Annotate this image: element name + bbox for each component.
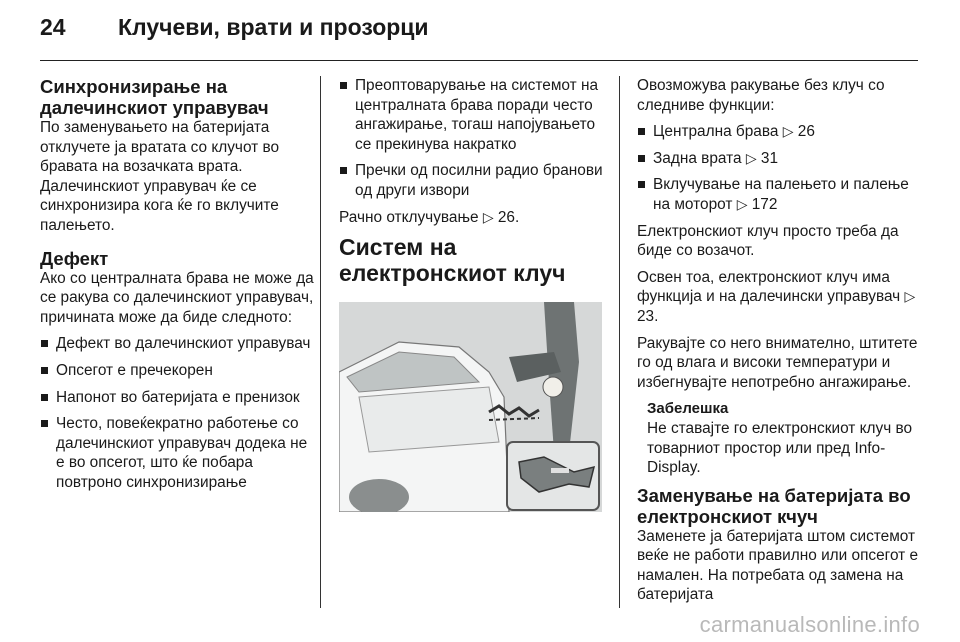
list-item: Преоптоварување на системот на централната брава поради често ангажирање, тогаш напојувањето се прекинува накратко: [339, 76, 607, 154]
function-list: [637, 122, 919, 214]
defect-list: [40, 334, 316, 492]
car-illustration-svg: [339, 302, 602, 512]
arrow-ref-icon: ▷: [736, 195, 748, 212]
column-divider-2: [619, 76, 620, 608]
watermark: carmanualsonline.info: [699, 612, 920, 637]
list-item: Често, повеќекратно работење со далечинскиот управувач додека не е во опсегот, што ќе побара повтроно синхронизирање: [40, 414, 316, 492]
arrow-ref-icon: ▷: [745, 149, 757, 166]
list-item: Вклучување на палењето и палење на моторот ▷ 172: [637, 175, 919, 214]
note-text: Не ставајте го електронскиот клуч во товарниот простор или пред Info-Display.: [647, 419, 913, 477]
page-header: [40, 14, 429, 44]
paragraph-intro: Овозможува ракување без клуч со следниве функции:: [637, 77, 885, 114]
paragraph-replace: Заменете ја батеријата штом системот веќе не работи правилно или опсегот е намален. На потребата од замена на батеријата: [637, 527, 919, 604]
paragraph-handling: Ракувајте со него внимателно, штитете го од влага и високи температури и избегнувајте непотребно ангажирање.: [637, 334, 918, 391]
list-item: Централна брава ▷ 26: [637, 122, 919, 142]
page-number: 24: [40, 14, 66, 40]
list-item: Напонот во батеријата е пренизок: [40, 388, 316, 408]
list-item: Опсегот е пречекорен: [40, 361, 316, 381]
arrow-ref-icon: ▷: [482, 208, 494, 225]
chapter-title: Клучеви, врати и прозорци: [118, 14, 429, 40]
paragraph-carry: Електронскиот клуч просто треба да биде со возачот.: [637, 222, 899, 260]
list-item: Задна врата ▷ 31: [637, 149, 919, 169]
note-box: [647, 399, 919, 477]
heading-electronic-key: Систем на електронскиот клуч: [339, 234, 566, 287]
note-title: Забелешка: [647, 400, 729, 418]
defect-list-continued: [339, 76, 607, 201]
arrow-ref-icon: ▷: [782, 123, 794, 140]
arrow-ref-icon: ▷: [904, 288, 916, 305]
column-1: [40, 76, 316, 500]
paragraph-sync: По заменувањето на батеријата отклучете ја вратата со клучот во бравата на возачката врата. Далечинскиот управувач ќе се синхронизира кога ќе го вклучите палењето.: [40, 119, 280, 234]
list-item: Дефект во далечинскиот управувач: [40, 334, 316, 354]
column-2: [339, 76, 607, 512]
column-3: [637, 76, 919, 612]
paragraph-defect: Ако со централната брава не може да се ракува со далечинскиот управувач, причината може да биде следното:: [40, 269, 314, 326]
manual-unlock-ref: Рачно отклучување ▷ 26.: [339, 208, 520, 226]
header-rule: [40, 60, 918, 61]
column-divider-1: [320, 76, 321, 608]
heading-replace-battery: Заменување на батеријата во електронскиот кчуч: [637, 484, 911, 527]
heading-defect: Дефект: [40, 247, 109, 269]
list-item: Пречки од посилни радио бранови од други извори: [339, 161, 607, 200]
heading-sync: Синхронизирање на далечинскиот управувач: [40, 76, 269, 118]
car-door-keyless-illustration: [339, 302, 602, 512]
paragraph-remote: Освен тоа, електронскиот клуч има функција и на далечински управувач ▷ 23.: [637, 268, 916, 325]
